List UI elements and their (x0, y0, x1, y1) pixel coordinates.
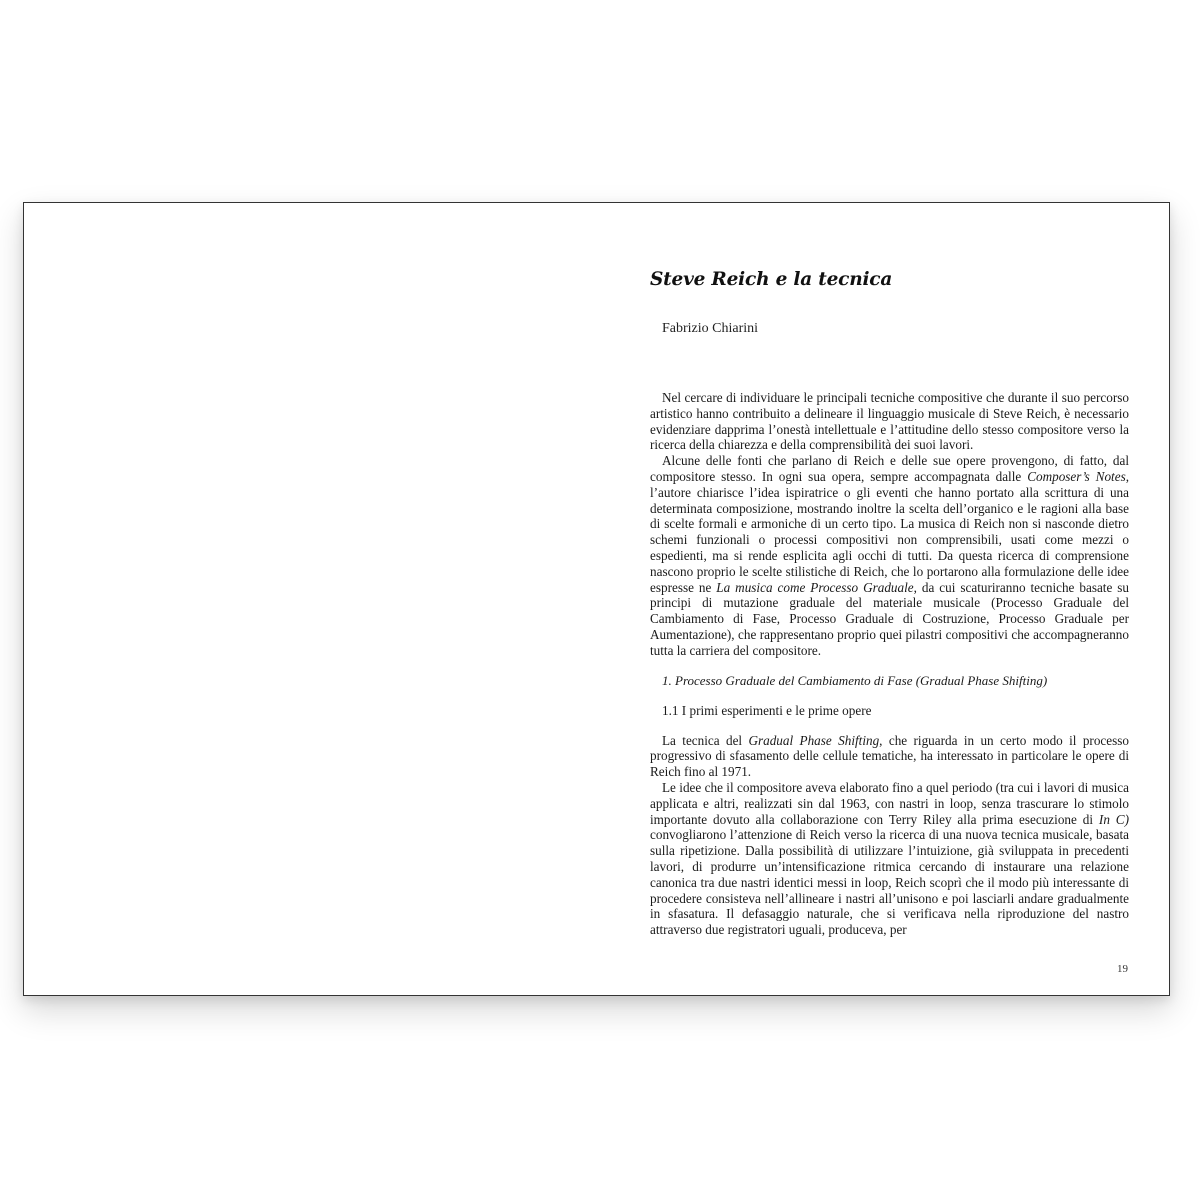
italic-term: In C) (1098, 811, 1129, 827)
paragraph-4: Le idee che il compositore aveva elaborato fino a quel periodo (tra cui i lavori di musica applicata e altri, realizzati sin dal 1963, con nastri in loop, senza trascurare lo stimolo importante dovuto alla collaborazione con Terry Riley alla prima esecuzione di In C) convogliarono l’attenzione di Reich verso la ricerca di una nuova tecnica musicale, basata sulla ripetizione. Dalla possibilità di utilizzare l’intuizione, già sviluppata in precedenti lavori, di produrre un’intensificazione ritmica cercando di instaurare una relazione canonica tra due nastri identici messi in loop, Reich scoprì che il modo più interessante di procedere consisteva nell’allineare i nastri all’unisono e poi lasciarli andare gradualmente in sfasatura. Il defasaggio naturale, che si verificava nella riproduzione del nastro attraverso due registratori uguali, produceva, per (650, 779, 1129, 938)
italic-term: La musica come Processo Graduale (716, 579, 914, 595)
paragraph-2: Alcune delle fonti che parlano di Reich e delle sue opere provengono, di fatto, dal compositore stesso. In ogni sua opera, sempre accompagnata dalle Composer’s Notes, l’autore chiarisce l’idea ispiratrice o gli eventi che hanno portato alla scrittura di una determinata composizione, mostrando inoltre la scelta dell’organico e le ragioni alla base di scelte formali e armoniche di un certo tipo. La musica di Reich non si nasconde dietro schemi funzionali o processi compositivi non comprensibili, usati come mezzi o espedienti, ma si rende esplicita agli occhi di tutti. Da questa ricerca di comprensione nascono proprio le scelte stilistiche di Reich, che lo portarono alla formulazione delle idee espresse ne La musica come Processo Graduale, da cui scaturiranno tecniche basate su principi di mutazione graduale del materiale musicale (Processo Graduale del Cambiamento di Fase, Processo Graduale di Costruzione, Processo Graduale per Aumentazione), che rappresentano proprio quei pilastri compositivi che accompagneranno tutta la carriera del compositore. (650, 453, 1129, 658)
spacer (650, 719, 1129, 733)
right-page (597, 203, 1171, 995)
subsection-heading: 1.1 I primi esperimenti e le prime opere (662, 702, 872, 718)
italic-term: Composer’s Notes (1027, 468, 1126, 484)
chapter-title: Steve Reich e la tecnica (650, 269, 893, 290)
paragraph-3: La tecnica del Gradual Phase Shifting, che riguarda in un certo modo il processo progressivo di sfasamento delle cellule tematiche, ha interessato in particolare le opere di Reich fino al 1971. (650, 732, 1129, 780)
chapter-body (650, 390, 1129, 938)
chapter-author: Fabrizio Chiarini (662, 321, 759, 336)
italic-term: Gradual Phase Shifting (748, 732, 880, 748)
section-heading: 1. Processo Graduale del Cambiamento di Fase (Gradual Phase Shifting) (662, 672, 1048, 688)
paragraph-1: Nel cercare di individuare le principali tecniche compositive che durante il suo percorso artistico hanno contribuito a delineare il linguaggio musicale di Steve Reich, è necessario evidenziare dapprima l’onestà intellettuale e l’attitudine dello stesso compositore verso la ricerca della chiarezza e della comprensibilità dei suoi lavori. (650, 390, 1129, 453)
page-number: 19 (1117, 963, 1128, 975)
left-page-blank (24, 203, 597, 995)
book-spread (23, 202, 1170, 996)
